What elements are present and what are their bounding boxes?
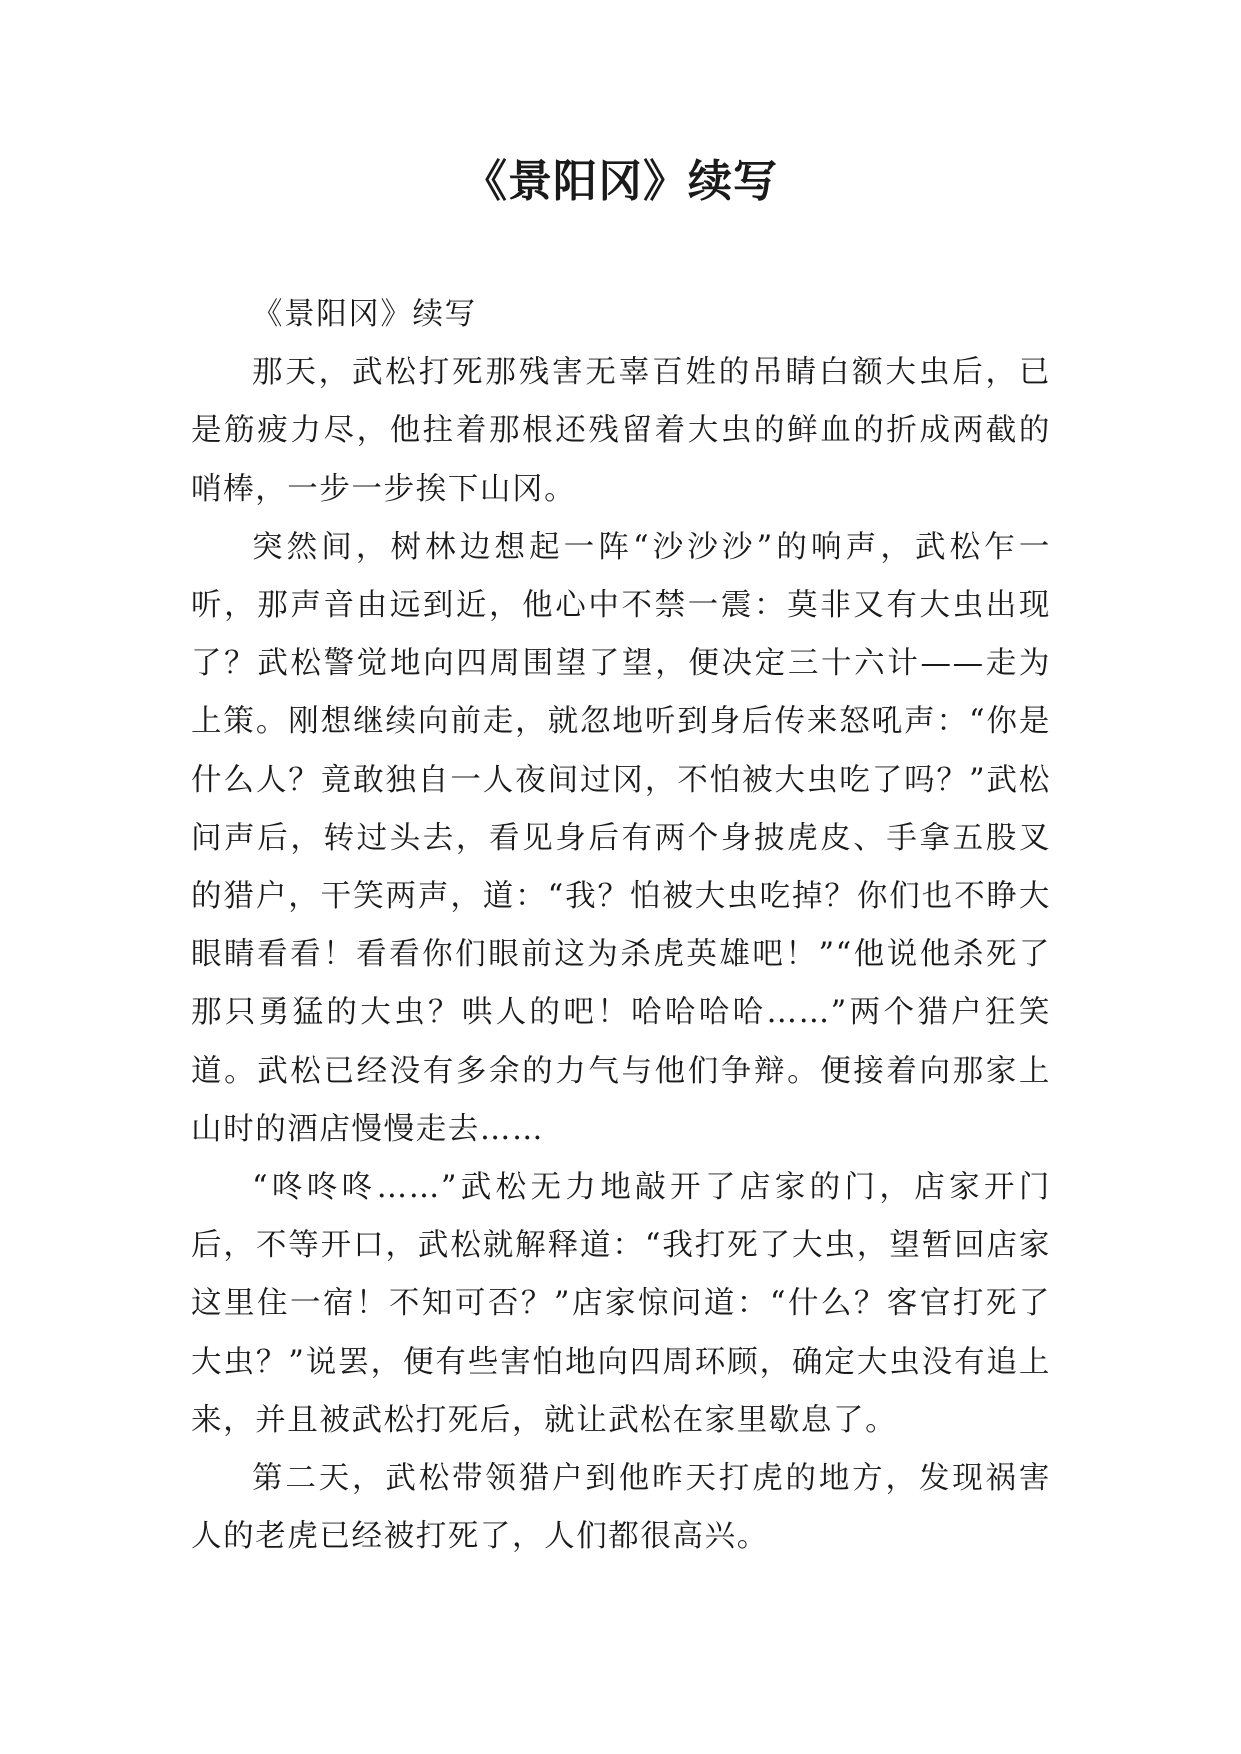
paragraph: “咚咚咚……”武松无力地敲开了店家的门，店家开门后，不等开口，武松就解释道：“我打死了大虫，望暂回店家这里住一宿！不知可否？”店家惊问道：“什么？客官打死了大虫？”说罢，便有些害怕地向四周环顾，确定大虫没有追上来，并且被武松打死后，就让武松在家里歇息了。 [191, 1170, 1051, 1438]
document-title: 《景阳冈》续写 [463, 156, 778, 207]
paragraph-heading: 《景阳冈》续写 [252, 297, 477, 332]
document-body [191, 286, 1051, 1566]
paragraph: 突然间，树林边想起一阵“沙沙沙”的响声，武松乍一听，那声音由远到近，他心中不禁一震：莫非又有大虫出现了？武松警觉地向四周围望了望，便决定三十六计——走为上策。刚想继续向前走，就忽地听到身后传来怒吼声：“你是什么人？竟敢独自一人夜间过冈，不怕被大虫吃了吗？”武松问声后，转过头去，看见身后有两个身披虎皮、手拿五股叉的猎户，干笑两声，道：“我？怕被大虫吃掉？你们也不睁大眼睛看看！看看你们眼前这为杀虎英雄吧！”“他说他杀死了那只勇猛的大虫？哄人的吧！哈哈哈哈……”两个猎户狂笑道。武松已经没有多余的力气与他们争辩。便接着向那家上山时的酒店慢慢走去…… [191, 529, 1051, 1147]
paragraph: 第二天，武松带领猎户到他昨天打虎的地方，发现祸害人的老虎已经被打死了，人们都很高兴。 [191, 1461, 1051, 1555]
paragraph: 那天，武松打死那残害无辜百姓的吊睛白额大虫后，已是筋疲力尽，他拄着那根还残留着大虫的鲜血的折成两截的哨棒，一步一步挨下山冈。 [191, 355, 1051, 507]
